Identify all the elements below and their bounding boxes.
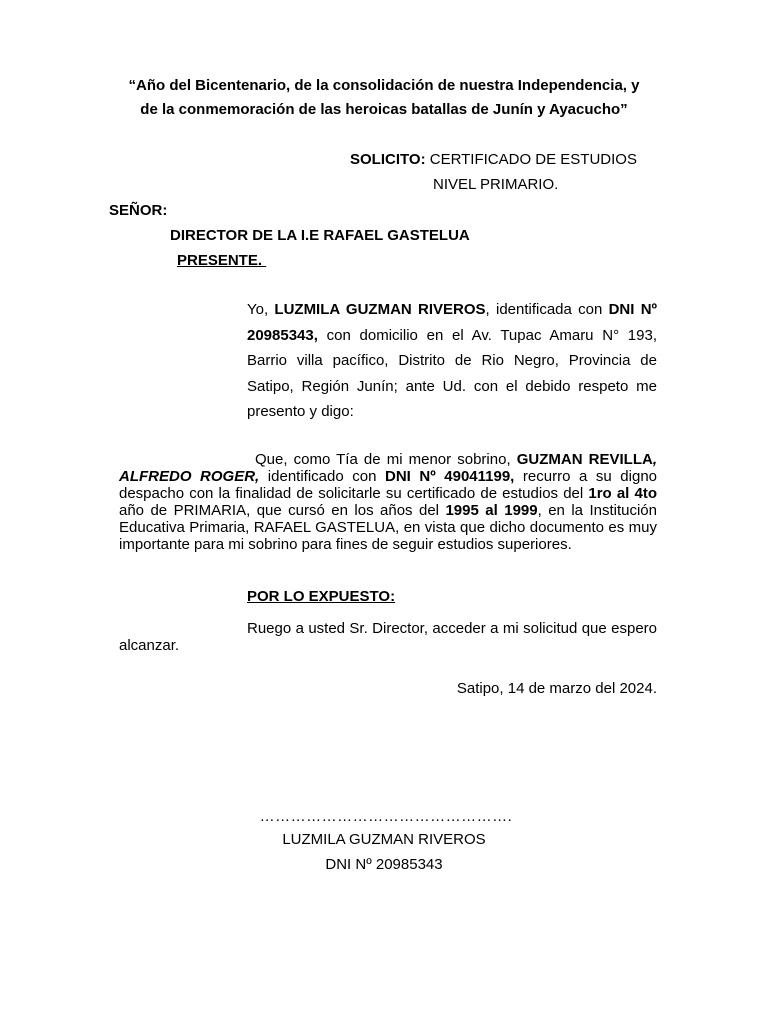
motto-line-1: “Año del Bicentenario, de la consolidación de nuestra Independencia, y [128,77,640,94]
signature-line: …………………………………………. [259,808,513,825]
body-text-5: , en la Institución Educativa Primaria, RAFAEL GASTELUA, en vista que dicho documento es muy importante para mi sobrino para fines de seguir estudios superiores. [119,502,662,553]
motto-line-2: de la conmemoración de las heroicas batallas de Junín y Ayacucho” [140,101,628,118]
intro-text-3: con domicilio en el Av. Tupac Amaru N° 193, Barrio villa pacífico, Distrito de Rio Negro, Provincia de Satipo, Región Junín; ante Ud. con el debido respeto me presento y digo: [247,326,662,420]
closing-heading: POR LO EXPUESTO: [247,588,396,605]
subject-line-1 [350,150,637,170]
nephew-dni: DNI Nº 49041199, [385,468,515,485]
subject-line-2: NIVEL PRIMARIO. [433,176,559,193]
body-paragraph [119,451,662,553]
intro-text-2: , identificada con [485,301,609,318]
salutation: SEÑOR: [109,202,168,219]
place-date: Satipo, 14 de marzo del 2024. [456,680,657,697]
body-text-1: Que, como Tía de mi menor sobrino, [255,451,517,468]
subject-text-1: CERTIFICADO DE ESTUDIOS [425,151,637,168]
recipient: DIRECTOR DE LA I.E RAFAEL GASTELUA [170,227,470,244]
applicant-name: LUZMILA GUZMAN RIVEROS [274,301,486,318]
grades-range: 1ro al 4to [588,485,657,502]
intro-text-1: Yo, [247,301,275,318]
years-range: 1995 al 1999 [445,502,538,519]
signature-dni: DNI Nº 20985343 [325,856,443,873]
closing-paragraph [119,620,657,654]
nephew-given-name: , ALFREDO ROGER, [119,451,657,485]
body-text-4: año de PRIMARIA, que cursó en los años del [119,485,662,519]
applicant-dni: DNI Nº 20985343, [247,301,658,344]
motto-heading [100,74,668,122]
nephew-surname: GUZMAN REVILLA [516,451,653,468]
intro-paragraph [247,297,662,425]
presente-heading: PRESENTE. [177,252,267,269]
body-text-2: identificado con [259,468,385,485]
closing-request-text: Ruego a usted Sr. Director, acceder a mi solicitud que espero alcanzar. [119,620,657,654]
signature-name: LUZMILA GUZMAN RIVEROS [282,831,486,848]
body-text-3: recurro a su digno despacho con la finalidad de solicitarle su certificado de estudios del [119,468,662,502]
subject-colon: : [420,151,426,168]
subject-label: SOLICITO [350,151,421,168]
